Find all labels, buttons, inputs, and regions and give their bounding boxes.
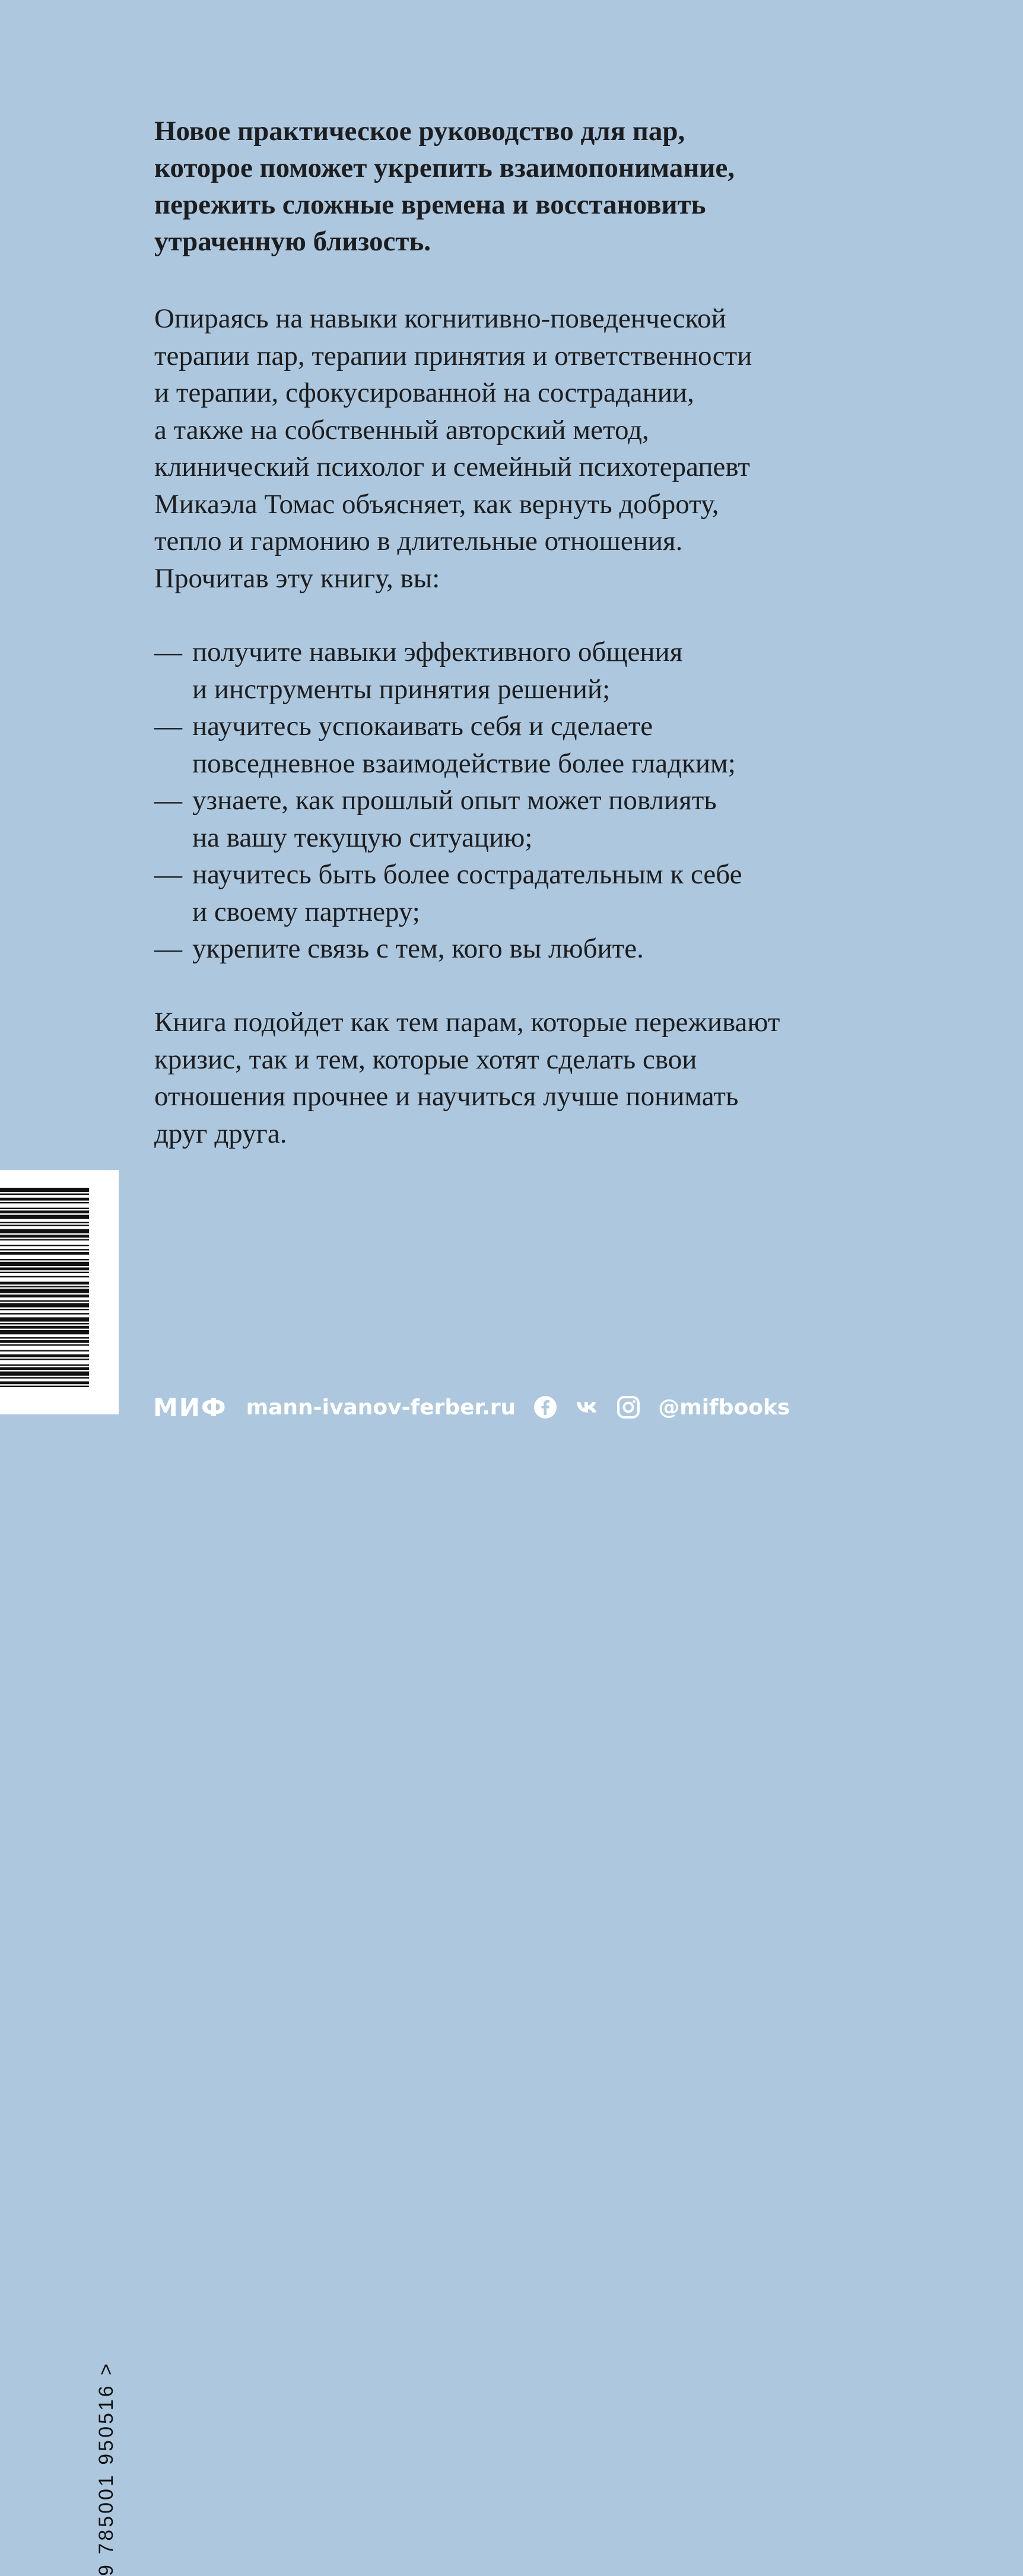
barcode-bar: [0, 1262, 89, 1266]
lead-line: пережить сложные времена и восстановить: [154, 189, 706, 220]
barcode-bar: [0, 1340, 89, 1343]
barcode-bars: [0, 1170, 119, 1414]
barcode-bar: [0, 1225, 89, 1226]
closing-line: отношения прочнее и научиться лучше понимать: [154, 1081, 739, 1112]
barcode-bar: [0, 1350, 89, 1351]
barcode-bar: [0, 1208, 89, 1209]
barcode-bar: [0, 1326, 89, 1329]
barcode-bar: [0, 1198, 89, 1201]
barcode-bar: [0, 1239, 89, 1240]
barcode-bar: [0, 1344, 89, 1346]
lead-paragraph: [154, 113, 914, 260]
closing-line: друг друга.: [154, 1118, 287, 1149]
isbn-barcode: [0, 1170, 119, 2576]
dash-bullet: —: [154, 711, 182, 742]
barcode-bar: [0, 1365, 89, 1366]
barcode-bar: [0, 1215, 89, 1219]
barcode-bar: [0, 1289, 89, 1293]
lead-line: Новое практическое руководство для пар,: [154, 116, 685, 147]
barcode-bar: [0, 1267, 89, 1270]
barcode-bar: [0, 1188, 89, 1192]
closing-paragraph: [154, 1004, 780, 1152]
intro-line: Микаэла Томас объясняет, как вернуть доброту,: [154, 488, 719, 520]
list-item: [154, 856, 742, 930]
list-item-line: и своему партнеру;: [192, 896, 420, 927]
intro-line: Прочитав эту книгу, вы:: [154, 562, 440, 594]
vk-icon[interactable]: [575, 1395, 599, 1419]
intro-line: тепло и гармонию в длительные отношения.: [154, 526, 683, 556]
barcode-bar: [0, 1235, 89, 1238]
publisher-footer: [153, 1386, 790, 1429]
intro-line: клинический психолог и семейный психотерапевт: [154, 451, 750, 482]
barcode-bar: [0, 1323, 89, 1324]
barcode-bar: [0, 1300, 89, 1302]
barcode-bar: [0, 1252, 89, 1255]
barcode-bar: [0, 1202, 89, 1203]
list-item-line: и инструменты принятия решений;: [192, 673, 611, 705]
facebook-icon[interactable]: [533, 1395, 557, 1419]
barcode-bar: [0, 1354, 89, 1357]
dash-bullet: —: [154, 933, 182, 964]
list-item-line: научитесь успокаивать себя и сделаете: [192, 711, 653, 742]
list-item-line: на вашу текущую ситуацию;: [192, 822, 533, 853]
instagram-icon[interactable]: [617, 1395, 640, 1419]
dash-bullet: —: [154, 859, 182, 890]
barcode-bar: [0, 1317, 89, 1321]
back-cover-text: [154, 113, 914, 1149]
barcode-bar: [0, 1377, 89, 1378]
barcode-bar: [0, 1381, 89, 1384]
list-item-line: повседневное взаимодействие более гладким;: [192, 748, 736, 779]
barcode-bar: [0, 1359, 89, 1360]
list-item: [154, 782, 742, 856]
barcode-bar: [0, 1303, 89, 1307]
barcode-bar: [0, 1295, 89, 1297]
closing-line: кризис, так и тем, которые хотят сделать свои: [154, 1044, 697, 1075]
dash-bullet: —: [154, 785, 182, 816]
barcode-bar: [0, 1229, 89, 1233]
barcode-bar: [0, 1259, 89, 1260]
list-item-line: укрепите связь с тем, кого вы любите.: [192, 933, 644, 964]
barcode-bar: [0, 1210, 89, 1213]
intro-line: и терапии, сфокусированной на сострадании,: [154, 377, 694, 408]
intro-paragraph: [154, 300, 752, 597]
list-item: [154, 708, 742, 782]
closing-line: Книга подойдет как тем парам, которые переживают: [154, 1007, 780, 1038]
list-item-line: научитесь быть более сострадательным к себе: [192, 859, 742, 890]
intro-line: а также на собственный авторский метод,: [154, 414, 649, 446]
list-item-line: получите навыки эффективного общения: [192, 637, 683, 667]
barcode-bar: [0, 1194, 89, 1195]
barcode-bar: [0, 1330, 89, 1334]
list-item-line: узнаете, как прошлый опыт может повлиять: [192, 785, 717, 816]
barcode-bar: [0, 1372, 89, 1376]
publisher-logo: МИФ: [153, 1392, 227, 1422]
barcode-bar: [0, 1367, 89, 1370]
barcode-bar: [0, 1222, 89, 1223]
social-handle[interactable]: @mifbooks: [658, 1395, 790, 1420]
barcode-bar: [0, 1337, 89, 1338]
lead-line: утраченную близость.: [154, 226, 431, 257]
benefits-list: [154, 634, 742, 968]
website-link[interactable]: mann-ivanov-ferber.ru: [246, 1395, 516, 1420]
isbn-digits: 9 785001 950516 >: [95, 2361, 117, 2576]
dash-bullet: —: [154, 637, 182, 667]
lead-line: которое поможет укрепить взаимопонимание,: [154, 152, 735, 183]
intro-line: терапии пар, терапии принятия и ответственности: [154, 340, 752, 371]
barcode-bar: [0, 1281, 89, 1284]
barcode-bar: [0, 1249, 89, 1250]
list-item: [154, 634, 742, 708]
barcode-bar: [0, 1313, 89, 1314]
intro-line: Опираясь на навыки когнитивно-поведенческой: [154, 303, 726, 334]
barcode-bar: [0, 1276, 89, 1277]
barcode-bar: [0, 1272, 89, 1273]
barcode-bar: [0, 1286, 89, 1287]
list-item: [154, 930, 742, 968]
barcode-bar: [0, 1309, 89, 1310]
barcode-bar: [0, 1245, 89, 1246]
barcode-bar: [0, 1386, 89, 1387]
